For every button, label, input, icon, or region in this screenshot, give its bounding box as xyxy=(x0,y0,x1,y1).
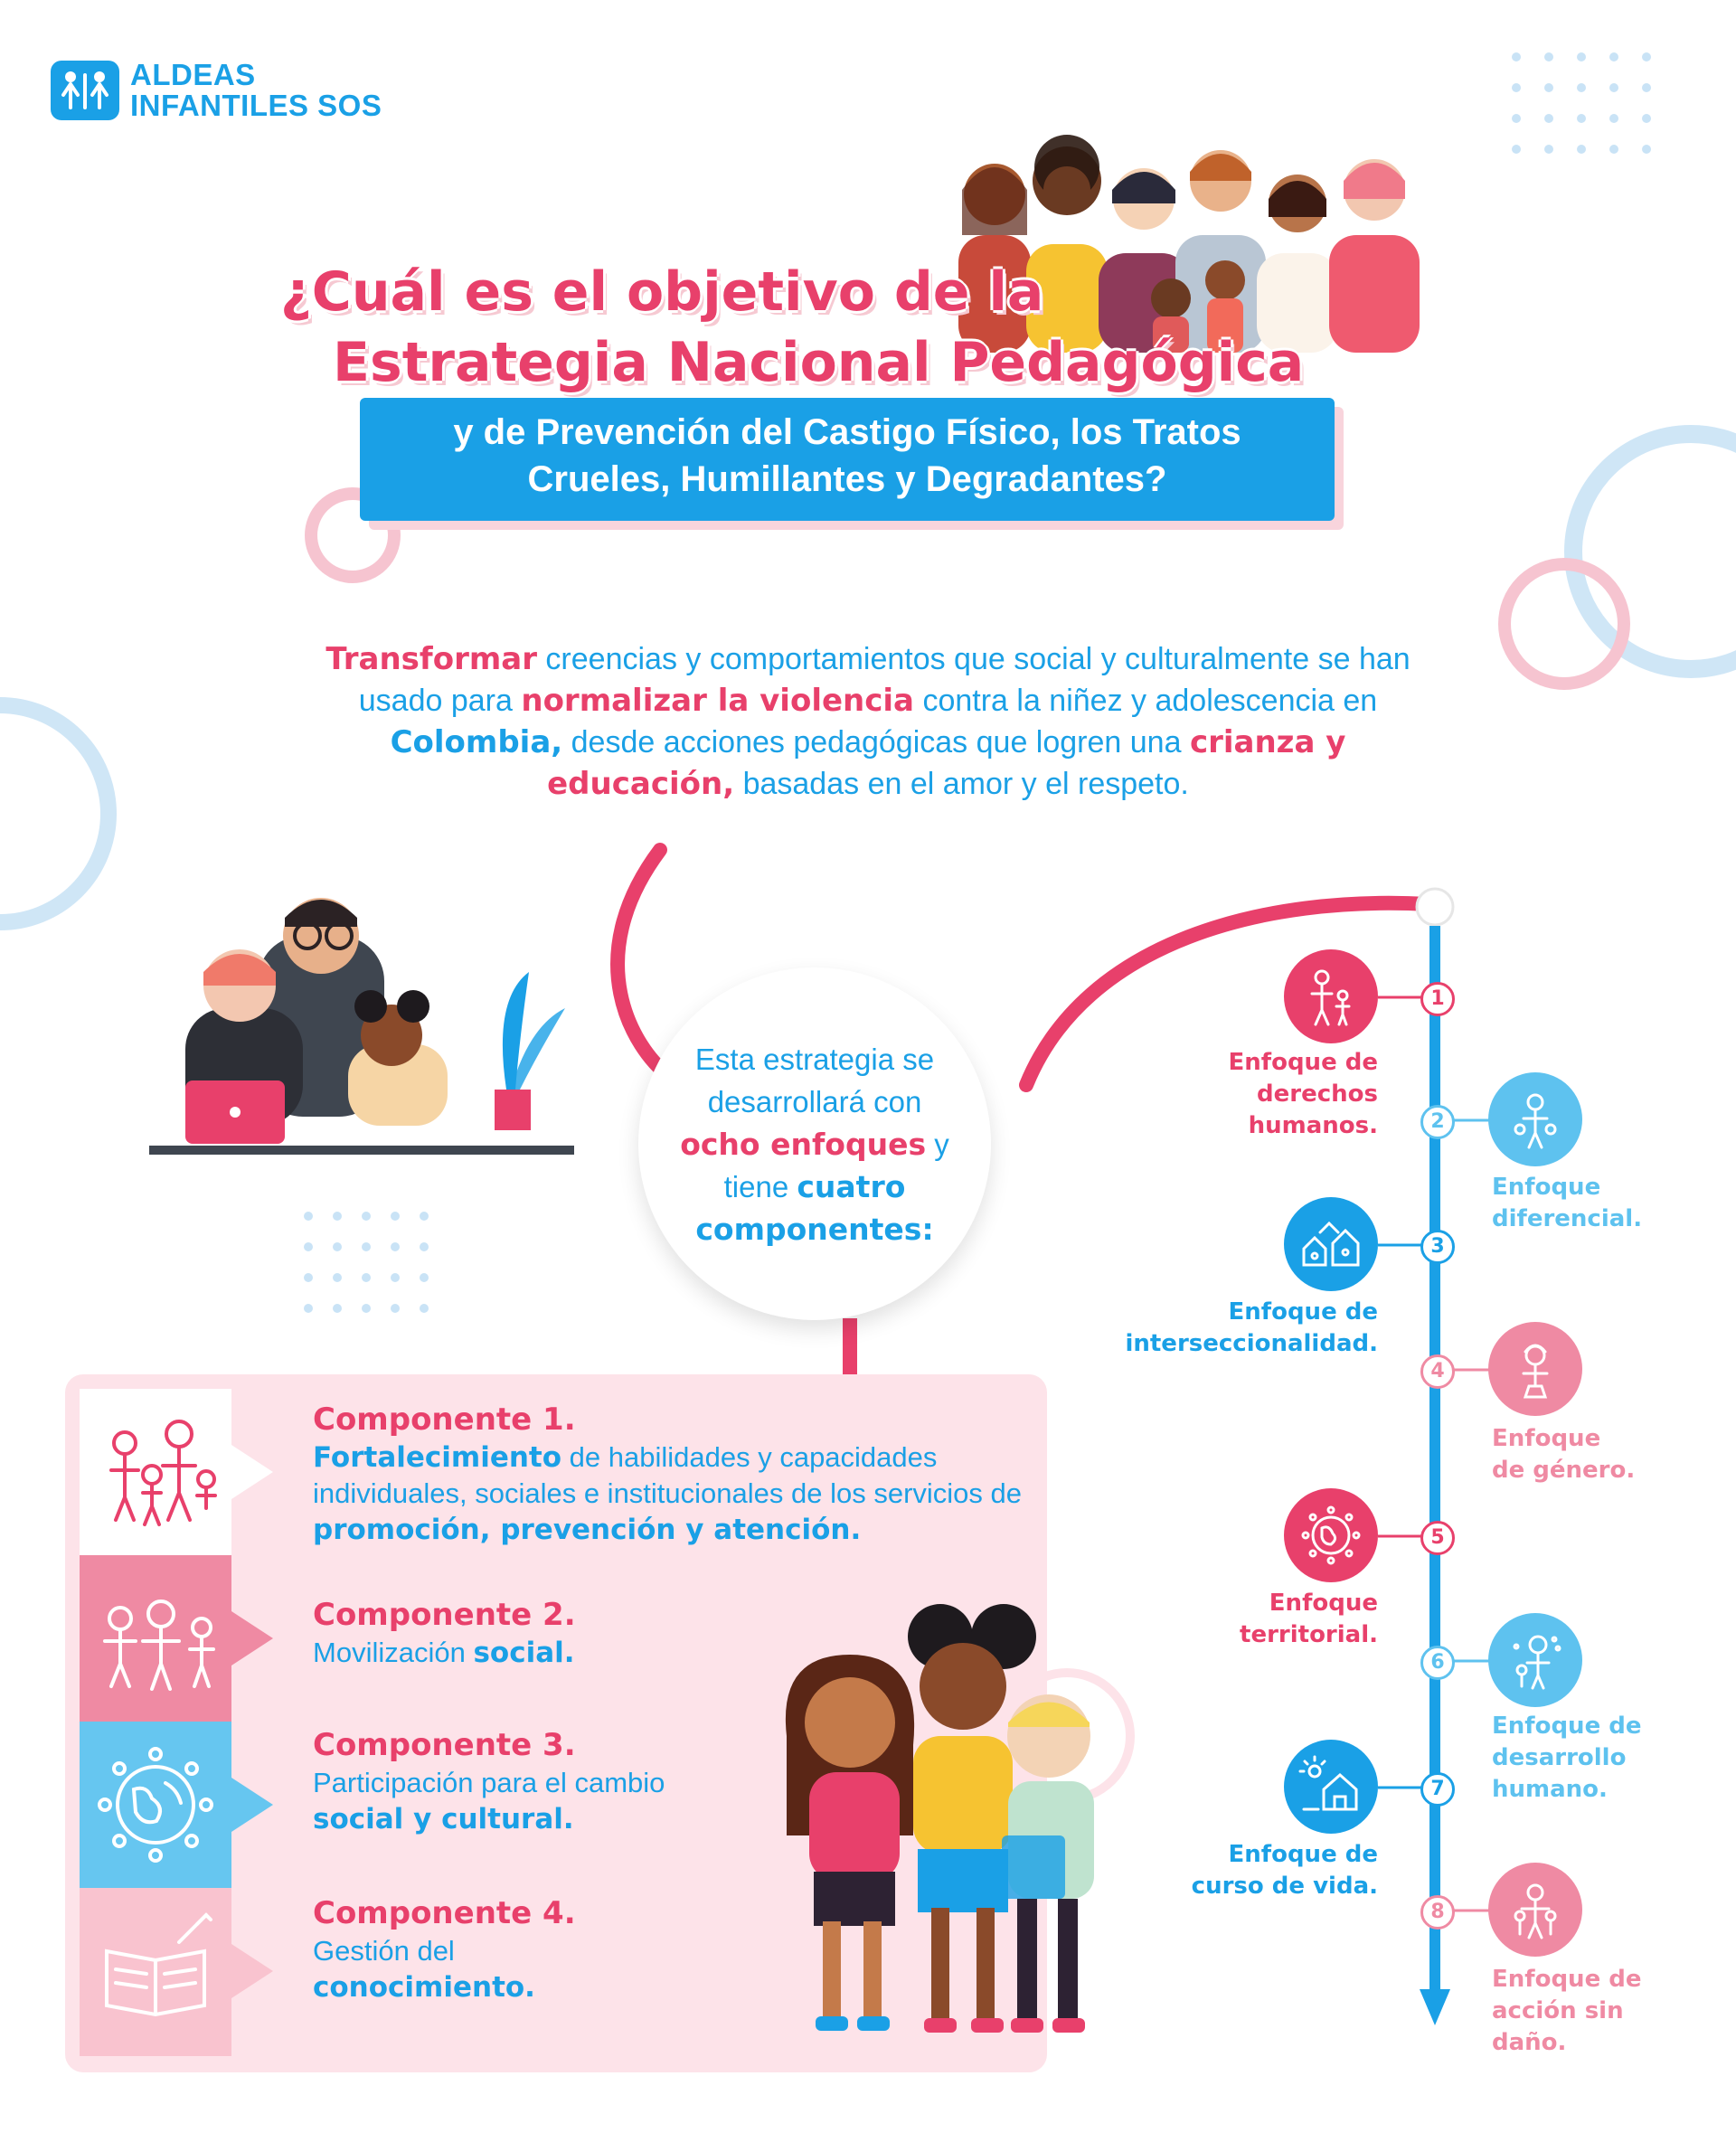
enfoque-8-label: Enfoque de acción sin daño. xyxy=(1492,1966,1642,2056)
enfoque-1-icon xyxy=(1284,949,1378,1043)
enfoque-7-connector xyxy=(1378,1785,1423,1790)
center-bold-1: ocho enfoques xyxy=(680,1126,927,1162)
enfoque-6-label: Enfoque de desarrollo humano. xyxy=(1492,1713,1642,1803)
component-4-body: Gestión del xyxy=(313,1935,455,1967)
component-4-bold: conocimiento. xyxy=(313,1971,535,2004)
dot-grid-top-right xyxy=(1512,52,1651,154)
component-1-text xyxy=(313,1400,1036,1548)
enfoque-3-label: Enfoque de interseccionalidad. xyxy=(1125,1298,1378,1357)
deco-ring-blue-right xyxy=(1573,434,1736,669)
enfoque-5-number: 5 xyxy=(1420,1521,1455,1555)
title-line-1: ¿Cuál es el objetivo de la xyxy=(280,260,1044,324)
intro-bold-3: Colombia, xyxy=(390,724,563,760)
people-mobilization-icon xyxy=(80,1555,231,1722)
enfoque-5-connector xyxy=(1378,1533,1423,1539)
component-4-icon-box xyxy=(80,1888,231,2056)
enfoque-7-icon xyxy=(1284,1740,1378,1834)
center-circle xyxy=(638,967,991,1320)
enfoque-7-label: Enfoque de curso de vida. xyxy=(1191,1841,1378,1900)
intro-text-3: desde acciones pedagógicas que logren una xyxy=(562,725,1190,760)
intro-bold-4: crianza y educación, xyxy=(547,724,1346,802)
enfoque-8-connector xyxy=(1452,1908,1490,1913)
children-illustration xyxy=(760,1600,1139,2071)
enfoque-1-connector xyxy=(1378,995,1423,1000)
enfoque-3-icon xyxy=(1284,1197,1378,1291)
enfoque-6-connector xyxy=(1452,1658,1490,1664)
component-1-body: de habilidades y capacidades individuales, sociales e institucionales de los servicios de xyxy=(313,1441,1023,1509)
enfoque-8-number: 8 xyxy=(1420,1895,1455,1930)
gender-woman-icon xyxy=(1504,1337,1567,1401)
component-1-icon-box xyxy=(80,1389,231,1555)
intro-text-2: contra la niñez y adolescencia en xyxy=(914,684,1378,718)
intro-bold-1: Transformar xyxy=(326,641,537,677)
component-2-body: Movilización xyxy=(313,1637,474,1668)
enfoque-1-label: Enfoque de derechos humanos. xyxy=(1228,1049,1378,1139)
parent-child-icon xyxy=(1299,965,1363,1028)
dot-grid-middle-left xyxy=(304,1212,429,1313)
human-development-icon xyxy=(1504,1628,1567,1692)
center-text-1: Esta estrategia se desarrollará con xyxy=(694,1042,935,1118)
family-laptop-illustration xyxy=(149,882,583,1162)
connector-arc-left xyxy=(618,850,669,1076)
embrace-people-icon xyxy=(1504,1878,1567,1941)
enfoque-5-icon xyxy=(1284,1488,1378,1582)
enfoque-4-icon xyxy=(1488,1322,1582,1416)
subtitle-line-1: y de Prevención del Castigo Físico, los Tratos xyxy=(453,412,1241,452)
enfoque-2-label: Enfoque diferencial. xyxy=(1492,1174,1643,1232)
enfoque-5-label: Enfoque territorial. xyxy=(1240,1590,1378,1648)
intro-text-1: creencias y comportamientos que social y culturalmente se han usado para xyxy=(358,642,1410,718)
center-text-2: y tiene xyxy=(723,1127,949,1203)
subtitle-box xyxy=(360,398,1335,521)
component-2-icon-box xyxy=(80,1555,231,1722)
center-bold-2: cuatro componentes: xyxy=(695,1168,934,1247)
component-1-title: Componente 1. xyxy=(313,1401,576,1438)
component-4-title: Componente 4. xyxy=(313,1895,576,1931)
enfoque-2-number: 2 xyxy=(1420,1105,1455,1139)
globe-people-icon xyxy=(80,1722,231,1888)
enfoque-2-connector xyxy=(1452,1118,1490,1123)
title-line-2: Estrategia Nacional Pedagógica xyxy=(333,331,1305,394)
enfoque-4-connector xyxy=(1452,1367,1490,1373)
houses-community-icon xyxy=(1297,1213,1365,1276)
enfoque-4-label: Enfoque de género. xyxy=(1492,1425,1636,1484)
intro-paragraph xyxy=(298,638,1438,805)
logo-mark-icon xyxy=(51,61,119,120)
brand-logo[interactable] xyxy=(51,60,382,121)
component-3-bold: social y cultural. xyxy=(313,1803,574,1835)
component-2-bold: social. xyxy=(473,1637,575,1669)
family-group-icon xyxy=(80,1389,231,1555)
brand-name: ALDEAS INFANTILES SOS xyxy=(130,58,382,122)
territory-globe-icon xyxy=(1298,1503,1363,1568)
component-3-body: Participación para el cambio xyxy=(313,1767,665,1798)
enfoque-8-icon xyxy=(1488,1863,1582,1957)
component-3-icon-box xyxy=(80,1722,231,1888)
book-pen-icon xyxy=(80,1888,231,2056)
component-1-bold-1: Fortalecimiento xyxy=(313,1441,562,1474)
component-2-title: Componente 2. xyxy=(313,1597,576,1633)
component-1-bold-2: promoción, prevención y atención. xyxy=(313,1514,862,1546)
timeline-arrow xyxy=(1420,1989,1450,2025)
enfoque-6-icon xyxy=(1488,1613,1582,1707)
enfoque-3-connector xyxy=(1378,1242,1423,1248)
enfoque-6-number: 6 xyxy=(1420,1646,1455,1680)
deco-ring-blue-left xyxy=(0,705,108,922)
subtitle-line-2: Crueles, Humillantes y Degradantes? xyxy=(527,459,1167,499)
enfoque-1-number: 1 xyxy=(1420,982,1455,1016)
enfoque-3-number: 3 xyxy=(1420,1230,1455,1264)
diverse-people-icon xyxy=(1504,1088,1567,1151)
house-sun-icon xyxy=(1298,1755,1363,1818)
enfoque-2-icon xyxy=(1488,1072,1582,1166)
intro-bold-2: normalizar la violencia xyxy=(521,683,914,719)
intro-text-4: basadas en el amor y el respeto. xyxy=(734,767,1189,801)
enfoque-7-number: 7 xyxy=(1420,1772,1455,1807)
timeline-start-dot xyxy=(1417,889,1453,925)
component-3-title: Componente 3. xyxy=(313,1727,576,1763)
enfoque-4-number: 4 xyxy=(1420,1354,1455,1389)
